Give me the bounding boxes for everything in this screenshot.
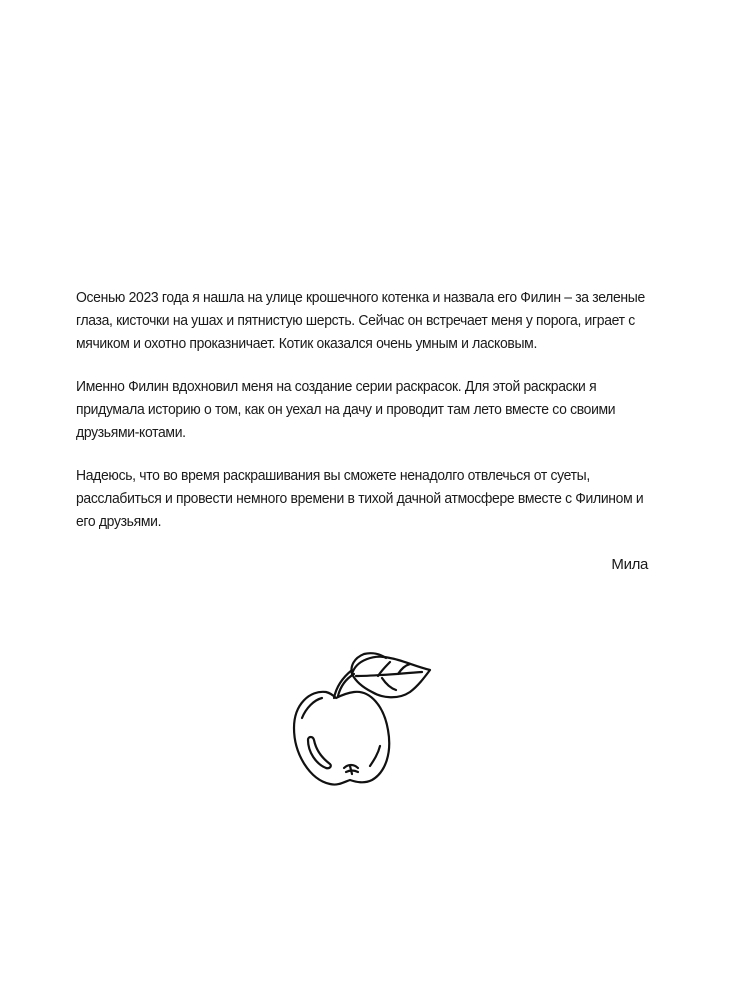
author-signature: Мила (611, 556, 648, 573)
paragraph-3: Надеюсь, что во время раскрашивания вы сможете ненадолго отвлечься от суеты, расслабиться и провести немного времени в тихой дачной атмосфере вместе с Филином и его друзьями. (76, 467, 644, 530)
paragraph-2: Именно Филин вдохновил меня на создание серии раскрасок. Для этой раскраски я придумала историю о том, как он уехал на дачу и проводит там лето вместе со своими друзьями-котами. (76, 378, 616, 441)
foreword-text (76, 286, 656, 576)
apple-icon (286, 648, 436, 788)
paragraph-1: Осенью 2023 года я нашла на улице крошечного котенка и назвала его Филин – за зеленые глаза, кисточки на ушах и пятнистую шерсть. Сейчас он встречает меня у порога, играет с мячиком и охотно проказничает. Котик оказался очень умным и ласковым. (76, 289, 645, 352)
